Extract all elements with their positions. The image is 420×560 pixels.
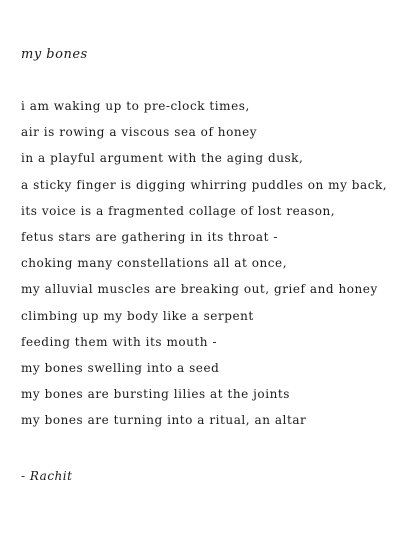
poem-line: choking many constellations all at once, <box>21 256 288 271</box>
poem-line: in a playful argument with the aging dusk, <box>21 151 304 166</box>
poem-title: my bones <box>21 47 88 62</box>
poem-line: my bones are turning into a ritual, an altar <box>21 413 307 428</box>
poem-line: fetus stars are gathering in its throat - <box>21 229 278 244</box>
poem-line: its voice is a fragmented collage of lost reason, <box>21 203 336 218</box>
poem-line: air is rowing a viscous sea of honey <box>21 125 258 140</box>
poem-body <box>21 97 411 437</box>
poem-page <box>21 47 411 437</box>
poem-line: my bones are bursting lilies at the joints <box>21 387 290 402</box>
poem-line: a sticky finger is digging whirring puddles on my back, <box>21 177 388 192</box>
poem-line: feeding them with its mouth - <box>21 334 218 349</box>
poem-line: my bones swelling into a seed <box>21 360 220 375</box>
poem-author: - Rachit <box>21 469 73 483</box>
poem-line: climbing up my body like a serpent <box>21 308 254 323</box>
poem-line: my alluvial muscles are breaking out, grief and honey <box>21 282 378 297</box>
poem-line: i am waking up to pre-clock times, <box>21 99 250 113</box>
